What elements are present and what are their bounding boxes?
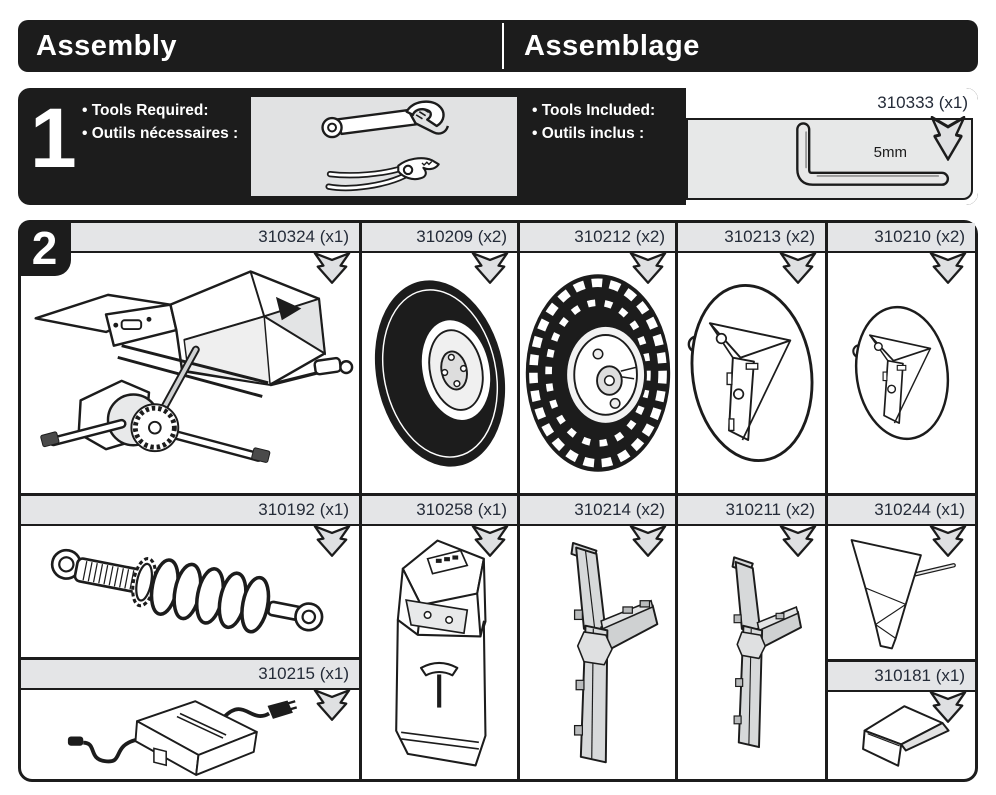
down-arrow-icon xyxy=(929,691,967,724)
part-number: 310212 (x2) xyxy=(574,227,665,246)
part-number-strip xyxy=(678,223,825,253)
down-arrow-icon xyxy=(779,252,817,285)
part-cell-310211 xyxy=(678,493,825,779)
shock-absorber-illustration xyxy=(21,526,359,657)
part-cell-310258 xyxy=(362,493,517,779)
battery-illustration xyxy=(362,526,517,779)
included-tool-part-number: 310333 (x1) xyxy=(877,93,968,112)
parts-column-2 xyxy=(359,223,517,779)
front-wheel-illustration xyxy=(362,253,517,493)
down-arrow-icon xyxy=(929,252,967,285)
tools-included-fr: • Outils inclus : xyxy=(532,125,645,142)
tools-included-label xyxy=(532,99,655,145)
part-number: 310258 (x1) xyxy=(416,500,507,519)
part-number: 310213 (x2) xyxy=(724,227,815,246)
down-arrow-icon xyxy=(930,116,966,162)
tools-included-en: • Tools Included: xyxy=(532,102,656,119)
vehicle-body-illustration xyxy=(21,253,359,493)
part-number: 310244 (x1) xyxy=(874,500,965,519)
down-arrow-icon xyxy=(929,525,967,558)
tools-required-label xyxy=(82,99,238,145)
part-number: 310181 (x1) xyxy=(874,666,965,685)
down-arrow-icon xyxy=(471,525,509,558)
down-arrow-icon xyxy=(779,525,817,558)
part-cell-310215 xyxy=(21,657,359,779)
part-number-strip xyxy=(828,496,975,526)
step-1-number: 1 xyxy=(30,91,77,185)
part-cell-310210 xyxy=(828,223,975,493)
rear-wheel-illustration xyxy=(520,253,675,493)
part-number-strip xyxy=(21,223,359,253)
parts-column-3 xyxy=(517,223,675,779)
down-arrow-icon xyxy=(313,525,351,558)
part-number: 310211 (x2) xyxy=(725,500,815,519)
part-number-strip xyxy=(828,223,975,253)
part-cell-310213 xyxy=(678,223,825,493)
part-cell-310209 xyxy=(362,223,517,493)
down-arrow-icon xyxy=(629,525,667,558)
down-arrow-icon xyxy=(471,252,509,285)
wrench-icon xyxy=(289,99,479,145)
part-cell-310324 xyxy=(21,223,359,493)
parts-column-4 xyxy=(675,223,825,779)
part-number: 310210 (x2) xyxy=(874,227,965,246)
step-2-number: 2 xyxy=(31,222,58,274)
part-cell-310192 xyxy=(21,493,359,657)
included-tool-panel xyxy=(686,88,978,205)
title-english: Assembly xyxy=(36,29,178,62)
parts-column-5 xyxy=(825,223,975,779)
parts-column-1 xyxy=(21,223,359,779)
part-number: 310215 (x1) xyxy=(258,664,349,683)
part-number-strip xyxy=(520,223,675,253)
part-cell-310214 xyxy=(520,493,675,779)
part-number-strip xyxy=(21,496,359,526)
page-title-bar xyxy=(18,20,978,72)
down-arrow-icon xyxy=(629,252,667,285)
part-number-strip xyxy=(362,496,517,526)
part-number-strip xyxy=(828,662,975,692)
parts-grid xyxy=(21,223,975,779)
part-number: 310192 (x1) xyxy=(258,500,349,519)
pliers-icon xyxy=(289,149,479,195)
down-arrow-icon xyxy=(313,689,351,722)
step-2-badge xyxy=(18,220,71,276)
tools-required-fr: • Outils nécessaires : xyxy=(82,125,239,142)
step-2-parts-section xyxy=(18,220,978,782)
tools-required-en: • Tools Required: xyxy=(82,102,209,119)
part-cell-310181 xyxy=(828,659,975,779)
small-frame-bracket-illustration xyxy=(678,526,825,779)
step-1-tools-section xyxy=(18,88,978,205)
part-number-strip xyxy=(21,660,359,690)
title-french: Assemblage xyxy=(524,29,700,62)
required-tools-panel xyxy=(248,94,520,199)
large-frame-bracket-illustration xyxy=(520,526,675,779)
down-arrow-icon xyxy=(313,252,351,285)
charger-illustration xyxy=(21,690,359,779)
part-number-strip xyxy=(678,496,825,526)
hex-key-size-label: 5mm xyxy=(873,144,907,161)
part-number-strip xyxy=(362,223,517,253)
part-cell-310212 xyxy=(520,223,675,493)
part-cell-310244 xyxy=(828,493,975,659)
part-number: 310214 (x2) xyxy=(574,500,665,519)
small-wheel-cover-illustration xyxy=(828,253,975,493)
part-number-strip xyxy=(520,496,675,526)
part-number: 310209 (x2) xyxy=(416,227,507,246)
large-wheel-cover-illustration xyxy=(678,253,825,493)
part-number: 310324 (x1) xyxy=(258,227,349,246)
